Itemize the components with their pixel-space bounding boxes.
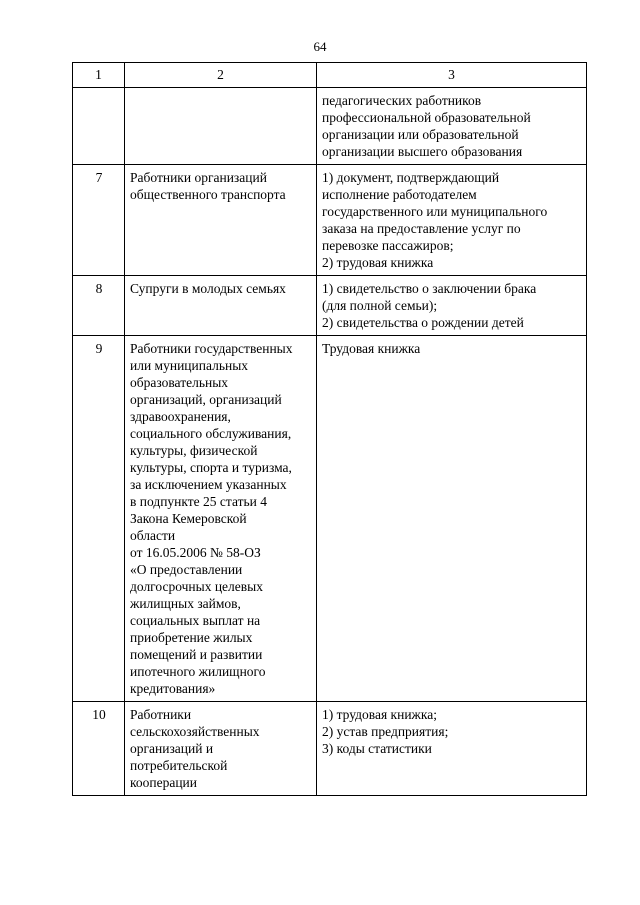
table-header-row (73, 63, 587, 88)
page-number: 64 (313, 39, 327, 54)
row-number: 7 (73, 165, 125, 276)
documents-cell: Трудовая книжка (317, 336, 587, 702)
row-number (73, 88, 125, 165)
category-cell: Супруги в молодых семьях (125, 276, 317, 336)
column-header-3: 3 (317, 63, 587, 88)
table-row (73, 336, 587, 702)
category-cell: Работники организаций общественного транспорта (125, 165, 317, 276)
row-number: 10 (73, 702, 125, 796)
documents-cell: 1) документ, подтверждающий исполнение работодателем государственного или муниципального заказа на предоставление услуг по перевозке пассажиров; 2) трудовая книжка (317, 165, 587, 276)
table-row (73, 165, 587, 276)
documents-cell: 1) свидетельство о заключении брака (для полной семьи); 2) свидетельства о рождении детей (317, 276, 587, 336)
document-table (72, 62, 587, 796)
row-number: 8 (73, 276, 125, 336)
table-row (73, 88, 587, 165)
table-row (73, 702, 587, 796)
category-cell: Работники государственных или муниципальных образовательных организаций, организаций здравоохранения, социального обслуживания, культуры, физической культуры, спорта и туризма, за исключением указанных в подпункте 25 статьи 4 Закона Кемеровской области от 16.05.2006 № 58-ОЗ «О предоставлении долгосрочных целевых жилищных займов, социальных выплат на приобретение жилых помещений и развитии ипотечного жилищного кредитования» (125, 336, 317, 702)
table-row (73, 276, 587, 336)
row-number: 9 (73, 336, 125, 702)
column-header-1: 1 (73, 63, 125, 88)
category-cell: Работники сельскохозяйственных организаций и потребительской кооперации (125, 702, 317, 796)
category-cell (125, 88, 317, 165)
column-header-2: 2 (125, 63, 317, 88)
documents-cell: педагогических работников профессиональной образовательной организации или образовательной организации высшего образования (317, 88, 587, 165)
documents-cell: 1) трудовая книжка; 2) устав предприятия; 3) коды статистики (317, 702, 587, 796)
